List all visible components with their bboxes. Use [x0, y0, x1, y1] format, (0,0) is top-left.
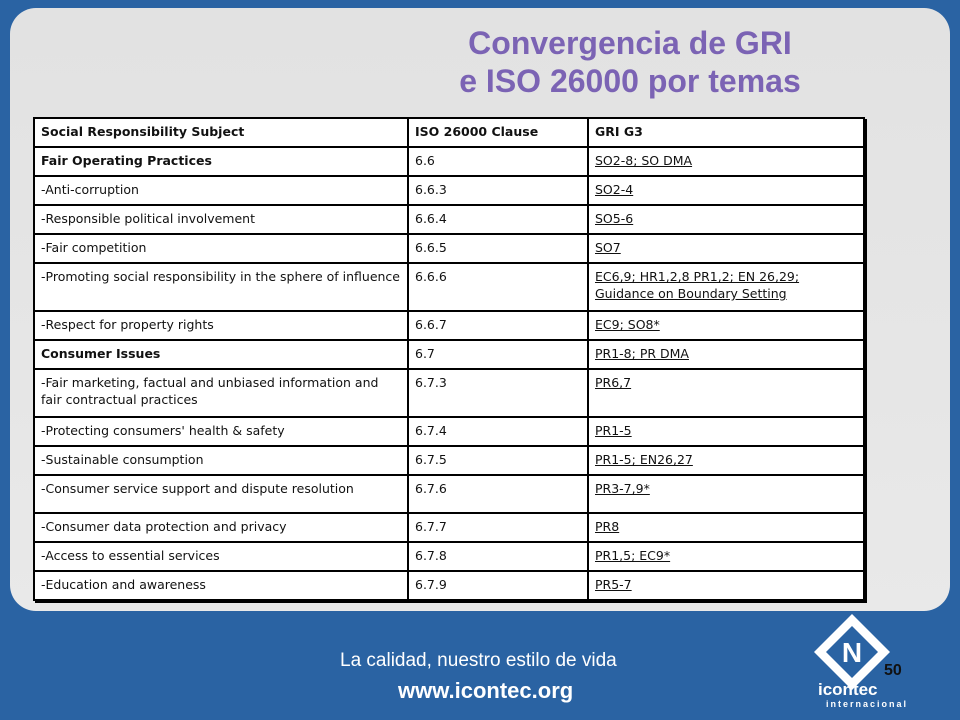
gri-link[interactable]: EC9; SO8* — [588, 311, 864, 340]
subject-cell: Consumer Issues — [34, 340, 408, 369]
subject-cell: -Consumer service support and dispute resolution — [34, 475, 408, 513]
subject-cell: -Consumer data protection and privacy — [34, 513, 408, 542]
clause-cell: 6.7.8 — [408, 542, 588, 571]
clause-cell: 6.6.3 — [408, 176, 588, 205]
clause-cell: 6.7 — [408, 340, 588, 369]
subject-cell: -Fair competition — [34, 234, 408, 263]
table-row — [34, 542, 864, 571]
footer-tagline: La calidad, nuestro estilo de vida — [340, 650, 617, 671]
title-line-1: Convergencia de GRI — [468, 25, 792, 61]
gri-link[interactable]: SO2-8; SO DMA — [588, 147, 864, 176]
table-row — [34, 571, 864, 600]
gri-link[interactable]: SO5-6 — [588, 205, 864, 234]
clause-cell: 6.7.9 — [408, 571, 588, 600]
gri-link[interactable]: PR1-5 — [588, 417, 864, 446]
subject-cell: -Access to essential services — [34, 542, 408, 571]
convergence-table — [33, 117, 865, 601]
page-number: 50 — [884, 662, 902, 679]
clause-cell: 6.7.7 — [408, 513, 588, 542]
table-row — [34, 475, 864, 513]
gri-link[interactable]: PR8 — [588, 513, 864, 542]
table-row — [34, 446, 864, 475]
title-line-2: e ISO 26000 por temas — [459, 63, 801, 99]
table-row — [34, 513, 864, 542]
gri-link[interactable]: PR6,7 — [588, 369, 864, 417]
header-subject: Social Responsibility Subject — [34, 118, 408, 147]
table-row — [34, 176, 864, 205]
table-row — [34, 263, 864, 311]
subject-cell: -Education and awareness — [34, 571, 408, 600]
clause-cell: 6.7.3 — [408, 369, 588, 417]
subject-cell: -Sustainable consumption — [34, 446, 408, 475]
clause-cell: 6.6.4 — [408, 205, 588, 234]
clause-cell: 6.7.6 — [408, 475, 588, 513]
table-row — [34, 311, 864, 340]
table-row — [34, 205, 864, 234]
gri-link[interactable]: PR1,5; EC9* — [588, 542, 864, 571]
table-row — [34, 234, 864, 263]
table-row — [34, 147, 864, 176]
table-row — [34, 417, 864, 446]
clause-cell: 6.6.5 — [408, 234, 588, 263]
subject-cell: -Fair marketing, factual and unbiased information and fair contractual practices — [34, 369, 408, 417]
subject-cell: -Responsible political involvement — [34, 205, 408, 234]
subject-cell: -Protecting consumers' health & safety — [34, 417, 408, 446]
gri-link[interactable]: PR1-8; PR DMA — [588, 340, 864, 369]
clause-cell: 6.6.6 — [408, 263, 588, 311]
subject-cell: Fair Operating Practices — [34, 147, 408, 176]
clause-cell: 6.6 — [408, 147, 588, 176]
clause-cell: 6.7.5 — [408, 446, 588, 475]
logo-subtext: internacional — [826, 699, 909, 709]
table-row — [34, 340, 864, 369]
gri-link[interactable]: SO2-4 — [588, 176, 864, 205]
subject-cell: -Respect for property rights — [34, 311, 408, 340]
logo-text: icontec — [818, 680, 878, 699]
table-row — [34, 369, 864, 417]
slide-title — [380, 24, 880, 100]
table-header-row — [34, 118, 864, 147]
gri-link[interactable]: SO7 — [588, 234, 864, 263]
gri-link[interactable]: PR1-5; EN26,27 — [588, 446, 864, 475]
gri-link[interactable]: PR3-7,9* — [588, 475, 864, 513]
gri-link[interactable]: PR5-7 — [588, 571, 864, 600]
header-clause: ISO 26000 Clause — [408, 118, 588, 147]
logo-letter-icon: N — [841, 637, 863, 668]
clause-cell: 6.7.4 — [408, 417, 588, 446]
footer-url-link[interactable]: www.icontec.org — [398, 678, 574, 703]
header-gri: GRI G3 — [588, 118, 864, 147]
gri-link[interactable]: EC6,9; HR1,2,8 PR1,2; EN 26,29; Guidance on Boundary Setting — [588, 263, 864, 311]
clause-cell: 6.6.7 — [408, 311, 588, 340]
subject-cell: -Promoting social responsibility in the sphere of influence — [34, 263, 408, 311]
subject-cell: -Anti-corruption — [34, 176, 408, 205]
